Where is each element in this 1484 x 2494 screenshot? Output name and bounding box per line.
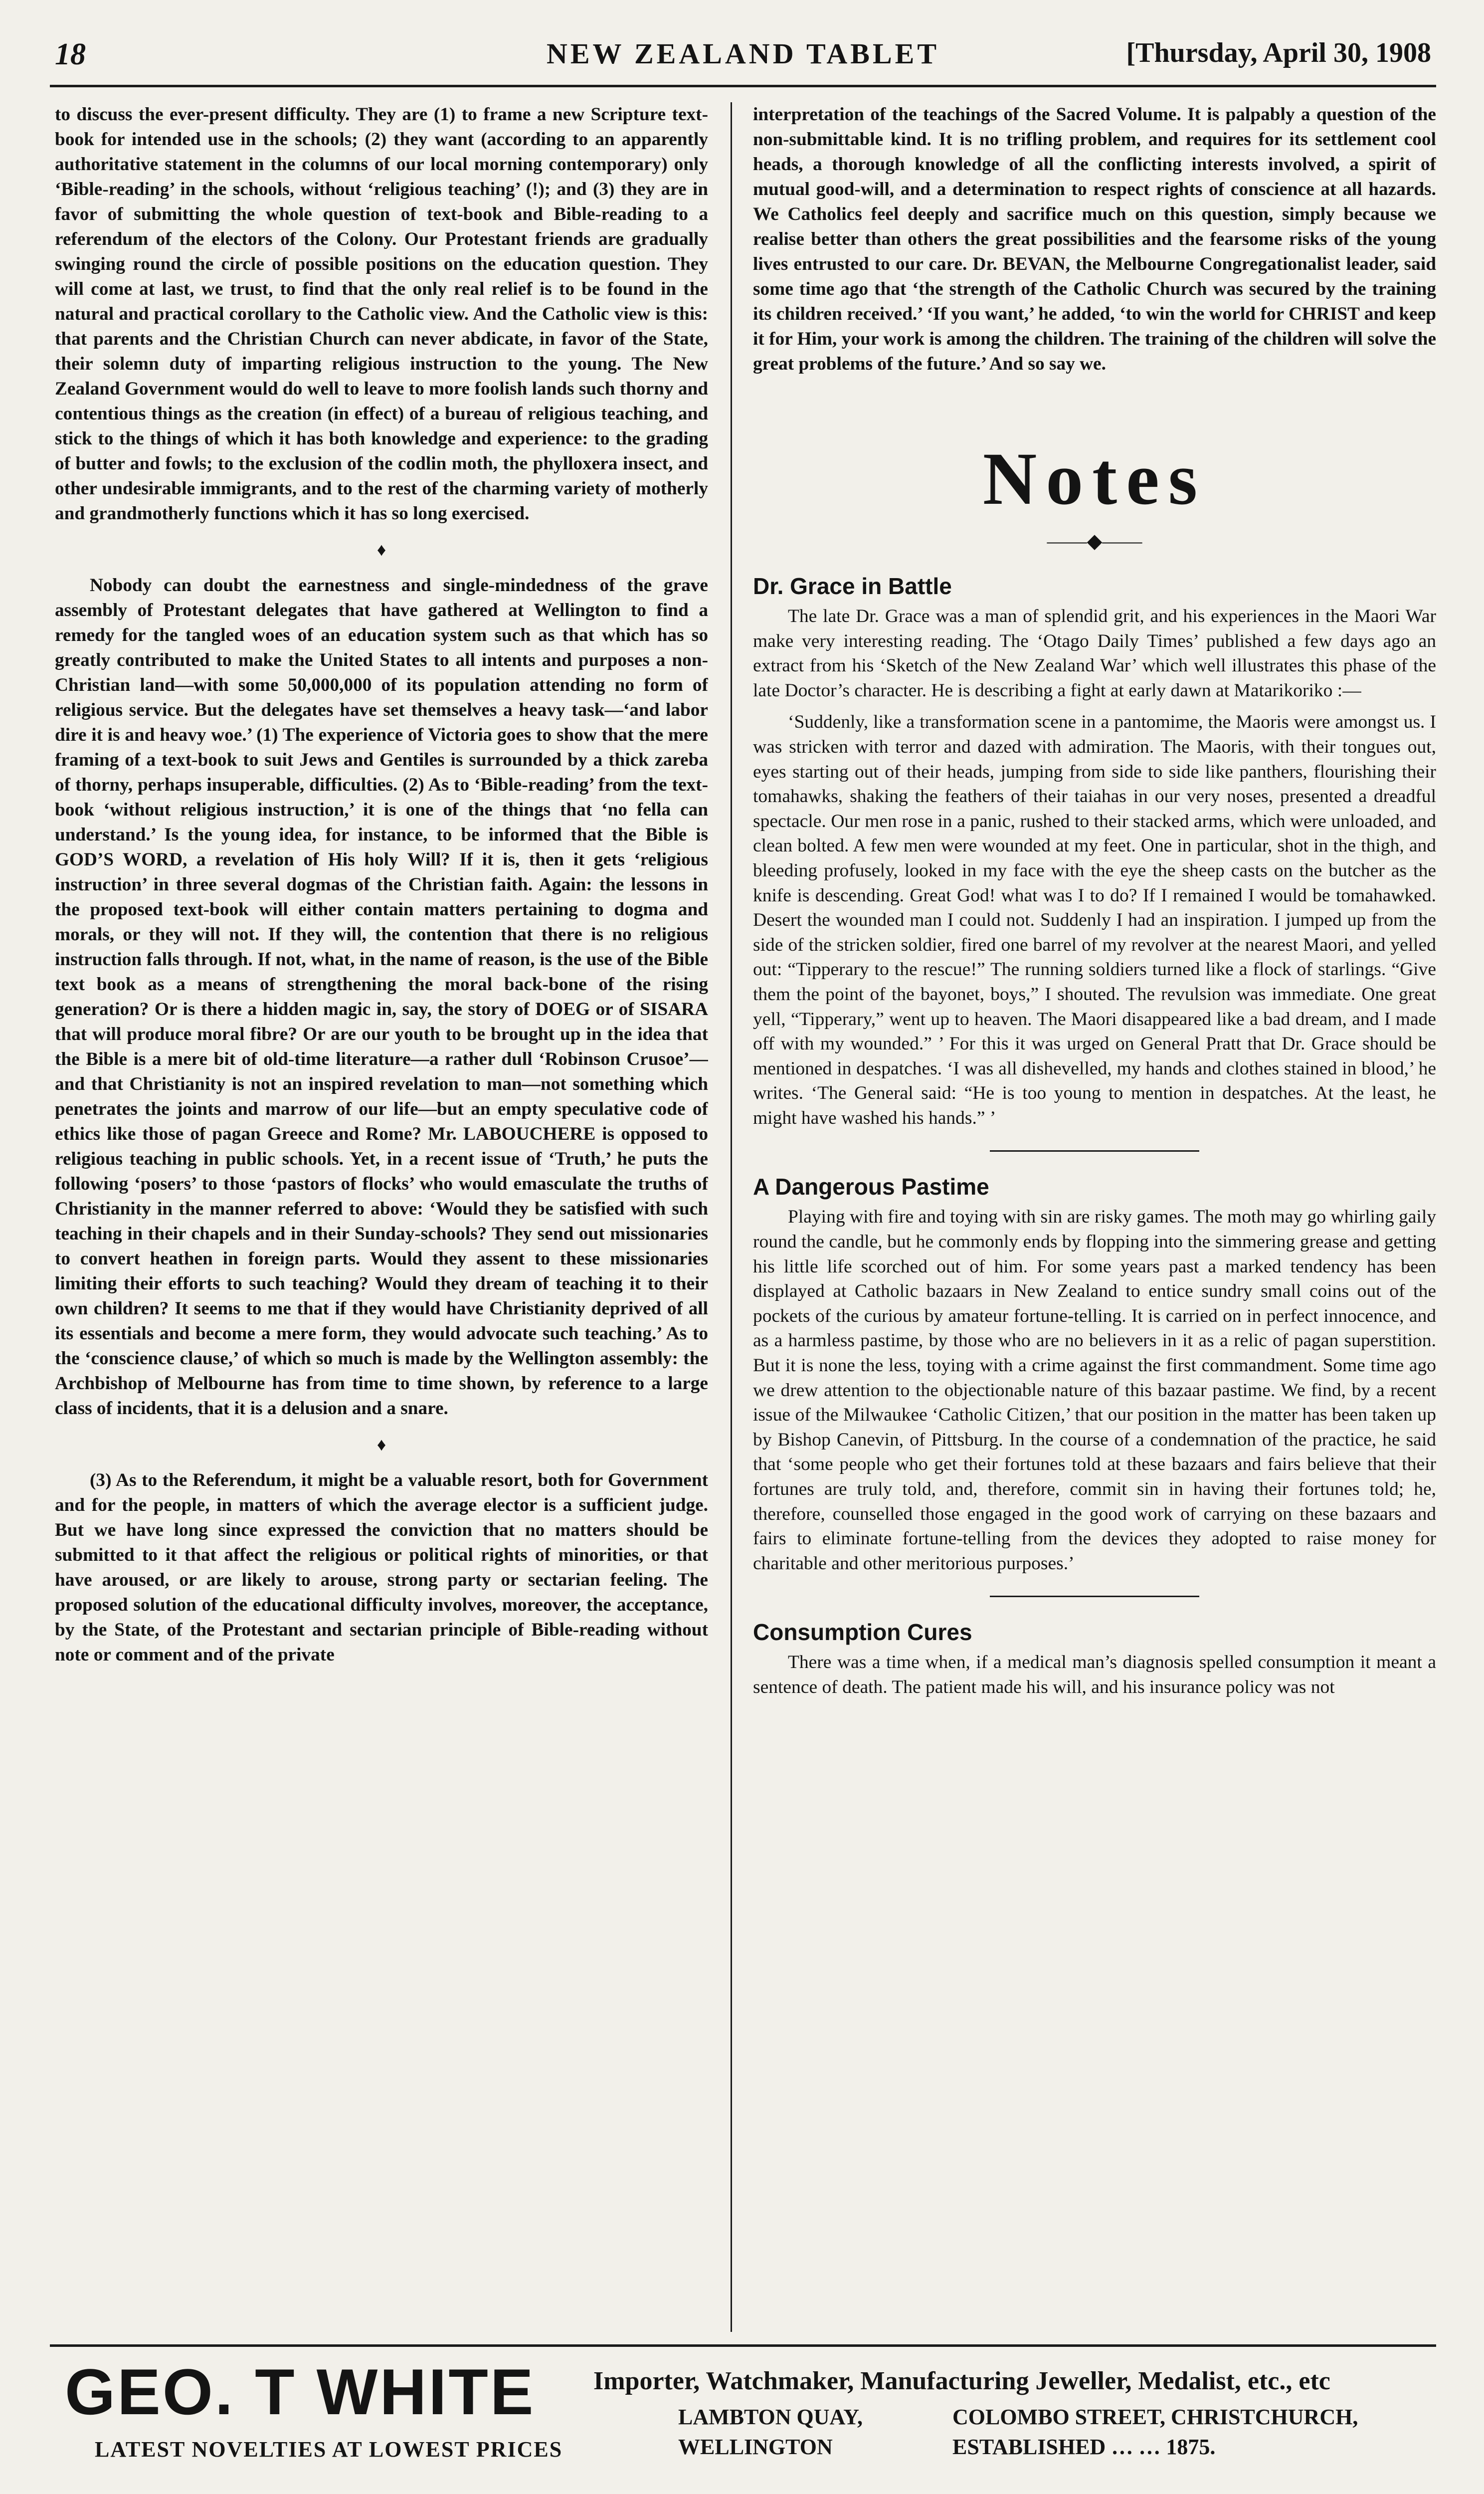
section-heading: Consumption Cures bbox=[753, 1619, 972, 1646]
editorial-paragraph: Nobody can doubt the earnestness and single-mindedness of the grave assembly of Protestant delegates that have gathered at Wellington to find a remedy for the tangled woes of an education system such as that which has so greatly contributed to make the United States to all intents and purposes a non-Christian land—with some 50,000,000 of its population attending no form of religious service. But the delegates have set themselves a heavy task—‘and labor dire it is and heavy woe.’ (1) The experience of Victoria goes to show that the mere framing of a text-book to suit Jews and Gentiles is surrounded by a thick zareba of thorny, perhaps insuperable, difficulties. (2) As to ‘Bible-reading’ from the text-book ‘without religious instruction,’ it is one of the things that ‘no fella can understand.’ Is the young idea, for instance, to be informed that the Bible is GOD’S WORD, a revelation of His holy Will? If it is, then it gets ‘religious instruction’ in three several dogmas of the Christian faith. Again: the lessons in the proposed text-book will either contain matters pertaining to dogma and morals, or they will not. If they will, the contention that there is no religious instruction falls through. If not, what, in the name of reason, is the use of the Bible text book as a means of strengthening the moral back-bone of the rising generation? Or is there a hidden magic in, say, the story of DOEG or of SISARA that will produce moral fibre? Or are our youth to be brought up in the idea that the Bible is a mere bit of old-time literature—a rather dull ‘Robinson Crusoe’—and that Christianity is not an inspired revelation to man—not something which penetrates the joints and marrow of our life—but an empty speculative code of ethics like those of pagan Greece and Rome? Mr. LABOUCHERE is opposed to religious teaching in public schools. Yet, in a recent issue of ‘Truth,’ he puts the following ‘posers’ to those ‘pastors of flocks’ who would emasculate the truths of Christianity in the manner referred to above: ‘Would they be satisfied with such teaching in their chapels and in their Sunday-schools? They send out missionaries to convert heathen in foreign parts. Would they assent to these missionaries limiting their efforts to such teaching? Would they dream of teaching it to their own children? It seems to me that if they would have Christianity deprived of all its essentials and become a mere form, they would advocate such teaching.’ As to the ‘conscience clause,’ of which so much is made by the Wellington assembly: the Archbishop of Melbourne has from time to time shown, by reference to a large class of incidents, that it is a delusion and a snare. bbox=[55, 575, 708, 1419]
advertiser-tagline: LATEST NOVELTIES AT LOWEST PRICES bbox=[95, 2437, 563, 2462]
advertiser-name: GEO. T WHITE bbox=[65, 2355, 536, 2428]
ornament-divider: ——◆—— bbox=[1047, 530, 1142, 552]
article-paragraph: There was a time when, if a medical man’s diagnosis spelled consumption it meant a sentence of death. The patient made his will, and his insurance policy was not bbox=[753, 1652, 1436, 1697]
address-line: LAMBTON QUAY, bbox=[678, 2405, 863, 2429]
issue-date: [Thursday, April 30, 1908 bbox=[1126, 37, 1431, 68]
established-line: ESTABLISHED … … 1875. bbox=[952, 2435, 1216, 2459]
section-rule bbox=[990, 1150, 1199, 1152]
section-heading: A Dangerous Pastime bbox=[753, 1174, 989, 1200]
masthead-title: NEW ZEALAND TABLET bbox=[546, 37, 940, 70]
right-column bbox=[753, 102, 1436, 2337]
header-rule bbox=[50, 85, 1436, 87]
footer-advertisement bbox=[50, 2354, 1436, 2484]
editorial-paragraph: to discuss the ever-present difficulty. They are (1) to frame a new Scripture text-book for intended use in the schools; (2) they want (according to an apparently authoritative statement in the columns of our local morning contemporary) only ‘Bible-reading’ in the schools, without ‘religious teaching’ (!); and (3) they are in favor of submitting the whole question of text-book and Bible-reading to a referendum of the electors of the Colony. Our Protestant friends are gradually swinging round the circle of possible positions on the education question. They will come at last, we trust, to find that the only real relief is to be found in the natural and practical corollary to the Catholic view. And the Catholic view is this: that parents and the Christian Church can never abdicate, in favor of the State, their solemn duty of imparting religious instruction to the young. The New Zealand Government would do well to leave to more foolish lands such thorny and contentious things as the creation (in effect) of a bureau of religious teaching, and stick to the things of which it has both knowledge and experience: to the grading of butter and fowls; to the exclusion of the codlin moth, the phylloxera insect, and other undesirable immigrants, and to the rest of the charming variety of motherly and grandmotherly functions which it has so long exercised. bbox=[55, 104, 708, 524]
left-column bbox=[55, 102, 708, 2337]
article-paragraph: Playing with fire and toying with sin are risky games. The moth may go whirling gaily round the candle, but he commonly ends by flopping into the simmering grease and getting his little life scorched out of him. For some years past a marked tendency has been displayed at Catholic bazaars in New Zealand to entice sundry small coins out of the pockets of the curious by amateur fortune-telling. It is carried on in perfect innocence, and as a harmless pastime, by those who are no believers in it as a relic of pagan superstition. But it is none the less, toying with a crime against the first commandment. Some time ago we drew attention to the objectionable nature of this bazaar pastime. We find, by a recent issue of the Milwaukee ‘Catholic Citizen,’ that our position in the matter has been taken up by Bishop Canevin, of Pittsburg. In the course of a condemnation of the practice, he said that ‘some people who get their fortunes told at these bazaars and fairs believe that their fortunes are truly told, and, therefore, commit sin in having their fortunes told; he, therefore, counselled those engaged in the good work of carrying on these bazaars and fairs to eliminate fortune-telling from the devices they adopted to raise money for charitable and other meritorious purposes.’ bbox=[753, 1207, 1436, 1574]
paragraph-separator: ♦ bbox=[376, 1435, 386, 1455]
section-heading: Dr. Grace in Battle bbox=[753, 573, 952, 599]
section-body bbox=[753, 604, 1436, 1130]
editorial-paragraph: interpretation of the teachings of the Sacred Volume. It is palpably a question of the non-submittable kind. It is no trifling problem, and requires for its settlement cool heads, a thorough knowledge of all the conflicting interests involved, a spirit of mutual good-will, and a determination to respect rights of conscience at all hazards. We Catholics feel deeply and sacrifice much on this question, simply because we realise better than others the great possibilities and the fearsome risks of the young lives entrusted to our care. Dr. BEVAN, the Melbourne Congregationalist leader, said some time ago that ‘the strength of the Catholic Church was secured by the training its children received.’ ‘If you want,’ he added, ‘to win the world for CHRIST and keep it for Him, your work is among the children. The training of the children will solve the great problems of the future.’ And so say we. bbox=[753, 104, 1436, 374]
page-number: 18 bbox=[55, 37, 86, 71]
editorial-paragraph: (3) As to the Referendum, it might be a valuable resort, both for Government and for the people, in matters of which the average elector is a sufficient judge. But we have long since expressed the conviction that no matters should be submitted to it that affect the religious or political rights of minorities, or that have aroused, or are likely to arouse, strong party or sectarian feeling. The proposed solution of the educational difficulty involves, moreover, the acceptance, by the State, of the Protestant and sectarian principle of Bible-reading without note or comment and of the private bbox=[55, 1470, 708, 1665]
section-body bbox=[753, 1650, 1436, 1699]
advertiser-description: Importer, Watchmaker, Manufacturing Jeweller, Medalist, etc., etc bbox=[593, 2367, 1330, 2395]
page-header bbox=[55, 37, 1431, 82]
article-paragraph: ‘Suddenly, like a transformation scene in a pantomime, the Maoris were amongst us. I was stricken with terror and dazed with admiration. The Maoris, with their tongues out, eyes starting out of their heads, jumping from side to side like panthers, flourishing their tomahawks, shaking the feathers of their taiahas in our very noses, presented a dreadful spectacle. Our men rose in a panic, rushed to their stacked arms, which were unloaded, and clean bolted. A few men were wounded at my feet. One in particular, shot in the thigh, and bleeding profusely, looked in my face with the eye the sheep casts on the butcher as the knife is descending. Great God! what was I to do? If I remained I would be tomahawked. Desert the wounded man I could not. Suddenly I had an inspiration. I jumped up from the side of the stricken soldier, fired one barrel of my revolver at the nearest Maori, and yelled out: “Tipperary to the rescue!” The running soldiers turned like a flock of starlings. “Give them the point of the bayonet, boys,” I shouted. The revulsion was immediate. One great yell, “Tipperary,” went up to heaven. The Maori disappeared like a bad dream, and I made off with my wounded.” ’ For this it was urged on General Pratt that Dr. Grace should be mentioned in despatches. ‘I was all dishevelled, my hands and clothes stained in blood,’ he writes. ‘The General said: “He is too young to mention in despatches. At the least, he might have washed his hands.” ’ bbox=[753, 712, 1436, 1128]
section-body bbox=[753, 1205, 1436, 1576]
address-line: COLOMBO STREET, CHRISTCHURCH, bbox=[952, 2405, 1358, 2429]
footer-rule bbox=[50, 2344, 1436, 2347]
section-rule bbox=[990, 1596, 1199, 1597]
column-divider bbox=[731, 102, 732, 2332]
address-line: WELLINGTON bbox=[678, 2435, 833, 2459]
article-paragraph: The late Dr. Grace was a man of splendid grit, and his experiences in the Maori War make very interesting reading. The ‘Otago Daily Times’ published a few days ago an extract from his ‘Sketch of the New Zealand War’ which well illustrates this phase of the late Doctor’s character. He is describing a fight at early dawn at Matarikoriko :— bbox=[753, 606, 1436, 701]
notes-section-title: Notes bbox=[982, 437, 1207, 520]
paragraph-separator: ♦ bbox=[376, 540, 386, 560]
